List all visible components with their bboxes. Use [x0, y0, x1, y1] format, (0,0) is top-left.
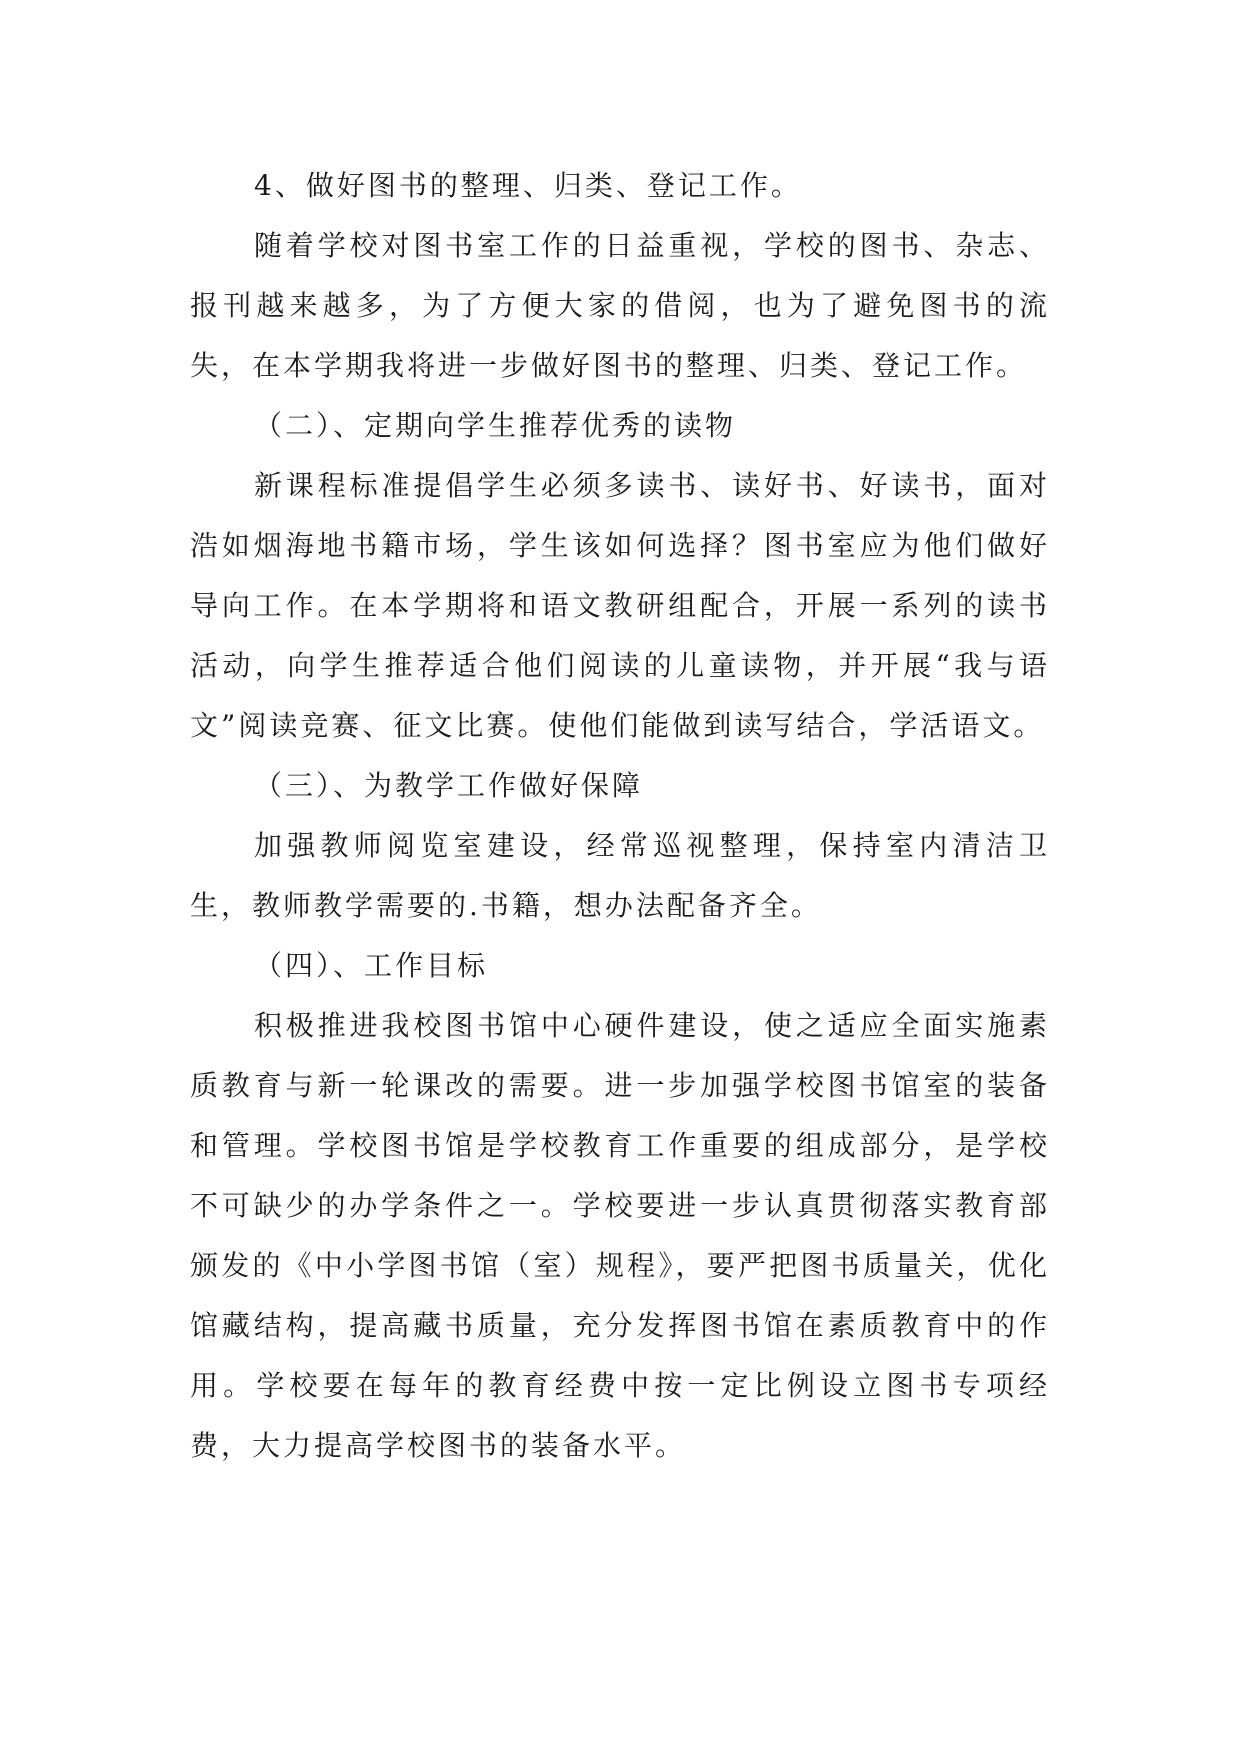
paragraph-reading-recommendation: 新课程标准提倡学生必须多读书、读好书、好读书，面对浩如烟海地书籍市场，学生该如何选择？图书室应为他们做好导向工作。在本学期将和语文教研组配合，开展一系列的读书活动，向学生推荐适合他们阅读的儿童读物，并开展“我与语文”阅读竞赛、征文比赛。使他们能做到读写结合，学活语文。	[190, 469, 1050, 742]
document-body	[190, 156, 1050, 1476]
section-heading-2: （二）、定期向学生推荐优秀的读物	[254, 409, 737, 442]
paragraph-book-management: 随着学校对图书室工作的日益重视，学校的图书、杂志、报刊越来越多，为了方便大家的借阅，也为了避免图书的流失，在本学期我将进一步做好图书的整理、归类、登记工作。	[190, 229, 1050, 382]
paragraph-work-goals: 积极推进我校图书馆中心硬件建设，使之适应全面实施素质教育与新一轮课改的需要。进一步加强学校图书馆室的装备和管理。学校图书馆是学校教育工作重要的组成部分，是学校不可缺少的办学条件之一。学校要进一步认真贯彻落实教育部颁发的《中小学图书馆（室）规程》，要严把图书质量关，优化馆藏结构，提高藏书质量，充分发挥图书馆在素质教育中的作用。学校要在每年的教育经费中按一定比例设立图书专项经费，大力提高学校图书的装备水平。	[190, 1009, 1050, 1462]
item-heading-4: 4、做好图书的整理、归类、登记工作。	[254, 169, 802, 202]
section-heading-3: （三）、为教学工作做好保障	[254, 769, 644, 802]
paragraph-teaching-support: 加强教师阅览室建设，经常巡视整理，保持室内清洁卫生，教师教学需要的.书籍，想办法配备齐全。	[190, 829, 1050, 922]
section-heading-4: （四）、工作目标	[254, 949, 489, 982]
